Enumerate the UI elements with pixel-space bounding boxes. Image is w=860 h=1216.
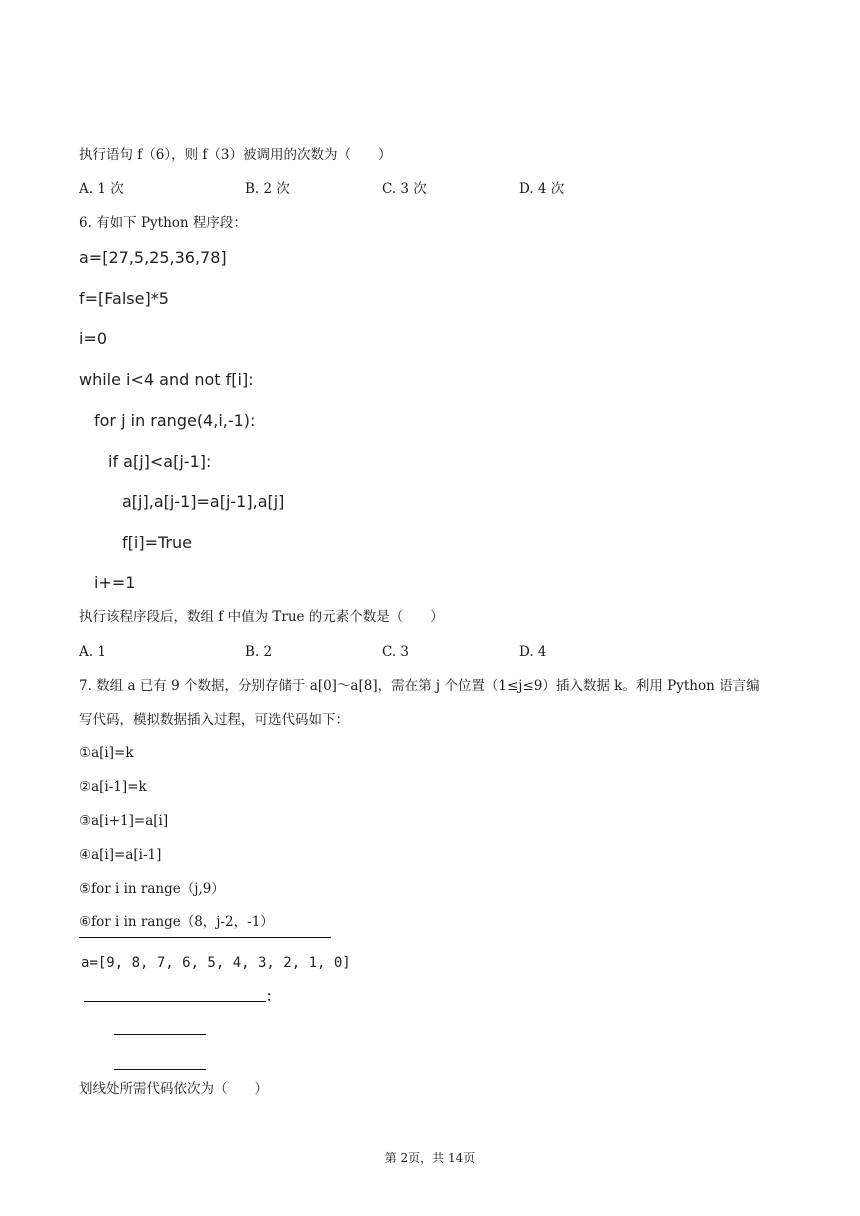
code-line: if a[j]<a[j-1]:: [108, 452, 212, 471]
q5-option-c[interactable]: C. 3 次: [382, 181, 427, 197]
divider-line: [79, 937, 331, 938]
q7-stem-line1: 7. 数组 a 已有 9 个数据，分别存储于 a[0]～a[8]，需在第 j 个位置（1≤j≤9）插入数据 k。利用 Python 语言编: [79, 678, 760, 694]
code-line: f[i]=True: [122, 533, 192, 552]
fill-blank-1[interactable]: [84, 1001, 266, 1002]
q6-stem: 6. 有如下 Python 程序段：: [79, 215, 247, 231]
q7-choice-2: ②a[i-1]=k: [79, 779, 147, 795]
q7-choice-4: ④a[i]=a[i-1]: [79, 847, 162, 863]
q6-option-a[interactable]: A. 1: [79, 644, 106, 660]
page-footer: 第 2页，共 14页: [384, 1151, 476, 1165]
q5-stem: 执行语句 f（6），则 f（3）被调用的次数为（ ）: [79, 147, 392, 163]
fill-blank-1-suffix: ：: [266, 989, 280, 1005]
q6-question: 执行该程序段后，数组 f 中值为 True 的元素个数是（ ）: [79, 609, 444, 625]
q7-stem-line2: 写代码，模拟数据插入过程，可选代码如下：: [79, 712, 349, 728]
q6-option-c[interactable]: C. 3: [382, 644, 410, 660]
q5-option-d[interactable]: D. 4 次: [519, 181, 565, 197]
code-line: i=0: [79, 329, 108, 348]
fill-blank-2[interactable]: [114, 1034, 206, 1035]
code-line: f=[False]*5: [79, 289, 169, 308]
q5-option-b[interactable]: B. 2 次: [245, 181, 290, 197]
code-line: for j in range(4,i,-1):: [94, 411, 256, 430]
q6-option-d[interactable]: D. 4: [519, 644, 547, 660]
code-line: a=[27,5,25,36,78]: [79, 248, 227, 267]
fill-blank-3[interactable]: [114, 1069, 206, 1070]
q7-choice-5: ⑤for i in range（j,9）: [79, 881, 225, 897]
code-line: while i<4 and not f[i]:: [79, 370, 254, 389]
q7-code-line: a=[9, 8, 7, 6, 5, 4, 3, 2, 1, 0]: [81, 955, 351, 971]
q7-question: 划线处所需代码依次为（ ）: [79, 1081, 268, 1097]
q5-option-a[interactable]: A. 1 次: [79, 181, 124, 197]
q7-choice-1: ①a[i]=k: [79, 745, 134, 761]
q6-option-b[interactable]: B. 2: [245, 644, 273, 660]
q7-choice-3: ③a[i+1]=a[i]: [79, 813, 169, 829]
code-line: i+=1: [94, 573, 136, 592]
code-line: a[j],a[j-1]=a[j-1],a[j]: [122, 492, 285, 511]
q7-choice-6: ⑥for i in range（8，j-2，-1）: [79, 914, 274, 930]
